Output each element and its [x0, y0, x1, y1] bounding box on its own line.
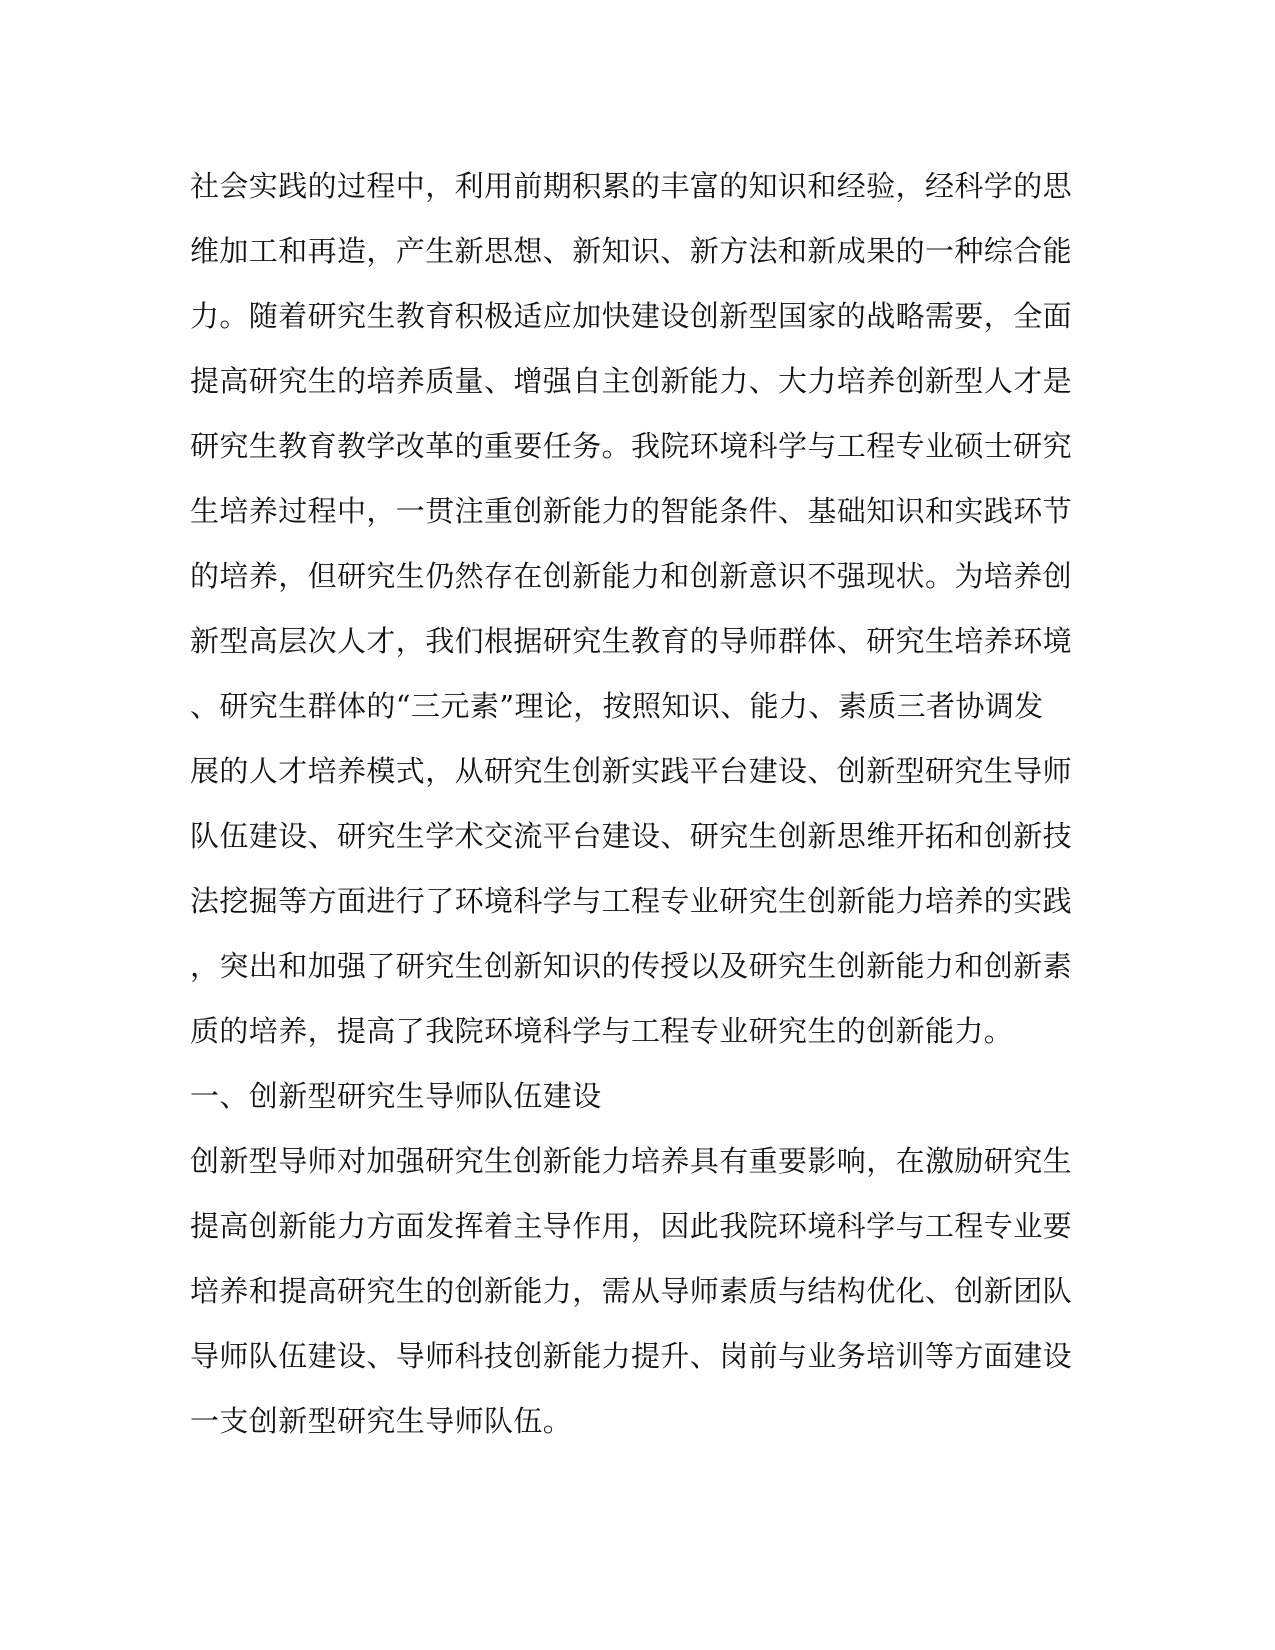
- paragraph-line: 提高研究生的培养质量、增强自主创新能力、大力培养创新型人才是: [190, 364, 1073, 398]
- paragraph-line: 一支创新型研究生导师队伍。: [190, 1404, 573, 1438]
- paragraph-line: 的培养，但研究生仍然存在创新能力和创新意识不强现状。为培养创: [190, 559, 1073, 593]
- paragraph-line: 创新型导师对加强研究生创新能力培养具有重要影响，在激励研究生: [190, 1144, 1073, 1178]
- paragraph-line: 法挖掘等方面进行了环境科学与工程专业研究生创新能力培养的实践: [190, 884, 1073, 918]
- paragraph-line: 培养和提高研究生的创新能力，需从导师素质与结构优化、创新团队: [190, 1274, 1073, 1308]
- paragraph-line: 社会实践的过程中，利用前期积累的丰富的知识和经验，经科学的思: [190, 169, 1073, 203]
- paragraph-line: 质的培养，提高了我院环境科学与工程专业研究生的创新能力。: [190, 1014, 1014, 1048]
- paragraph-line: 队伍建设、研究生学术交流平台建设、研究生创新思维开拓和创新技: [190, 819, 1073, 853]
- paragraph-line: 、研究生群体的“三元素”理论，按照知识、能力、素质三者协调发: [190, 689, 1044, 723]
- paragraph-line: 生培养过程中，一贯注重创新能力的智能条件、基础知识和实践环节: [190, 494, 1073, 528]
- paragraph-line: ，突出和加强了研究生创新知识的传授以及研究生创新能力和创新素: [190, 949, 1073, 983]
- paragraph-line: 维加工和再造，产生新思想、新知识、新方法和新成果的一种综合能: [190, 234, 1073, 268]
- paragraph-line: 力。随着研究生教育积极适应加快建设创新型国家的战略需要，全面: [190, 299, 1073, 333]
- document-body: [190, 154, 1073, 1454]
- paragraph-line: 展的人才培养模式，从研究生创新实践平台建设、创新型研究生导师: [190, 754, 1073, 788]
- paragraph-line: 新型高层次人才，我们根据研究生教育的导师群体、研究生培养环境: [190, 624, 1073, 658]
- section-heading: 一、创新型研究生导师队伍建设: [190, 1079, 602, 1113]
- paragraph-line: 提高创新能力方面发挥着主导作用，因此我院环境科学与工程专业要: [190, 1209, 1073, 1243]
- paragraph-line: 研究生教育教学改革的重要任务。我院环境科学与工程专业硕士研究: [190, 429, 1073, 463]
- paragraph-line: 导师队伍建设、导师科技创新能力提升、岗前与业务培训等方面建设: [190, 1339, 1073, 1373]
